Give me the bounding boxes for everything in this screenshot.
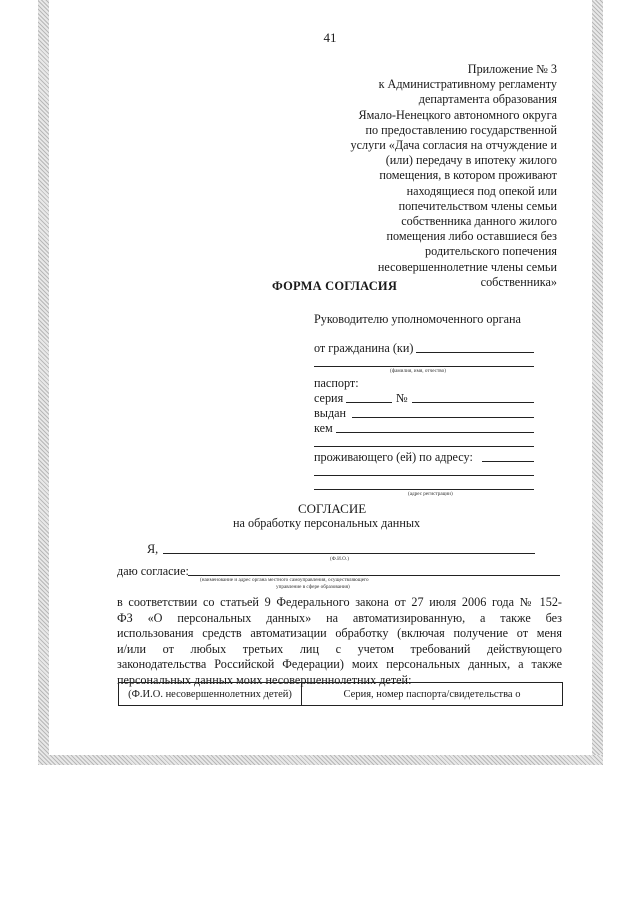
annex-line: Приложение № 3 bbox=[467, 62, 557, 76]
paragraph-line: использования средств автоматизации обработку (включая получение от меня bbox=[117, 626, 562, 640]
issued-field[interactable] bbox=[352, 417, 534, 418]
fio-caption: (Ф.И.О.) bbox=[330, 556, 349, 562]
scan-border-bottom bbox=[38, 755, 603, 765]
annex-line: к Административному регламенту bbox=[378, 77, 557, 92]
by-whom-field[interactable] bbox=[336, 432, 534, 433]
number-label: № bbox=[396, 391, 408, 405]
annex-line: несовершеннолетние члены семьи bbox=[377, 259, 557, 274]
annex-line: попечительством члены семьи bbox=[398, 198, 557, 213]
annex-line: помещения, в котором проживают bbox=[379, 168, 557, 183]
address-field[interactable] bbox=[482, 461, 534, 462]
from-label: от гражданина (ки) bbox=[314, 341, 414, 355]
annex-line: Ямало-Ненецкого автономного округа bbox=[358, 107, 557, 122]
annex-line: департамента образования bbox=[418, 92, 557, 107]
i-label: Я, bbox=[147, 542, 159, 556]
scan-border-right bbox=[592, 0, 603, 765]
from-caption: (фамилия, имя, отчество) bbox=[390, 368, 446, 374]
annex-line: помещения либо оставшиеся без bbox=[386, 229, 557, 244]
passport-label: паспорт: bbox=[314, 376, 359, 390]
consent-subheading: на обработку персональных данных bbox=[233, 516, 421, 530]
annex-line: находящиеся под опекой или bbox=[406, 183, 557, 198]
series-label: серия bbox=[314, 391, 344, 405]
residing-label: проживающего (ей) по адресу: bbox=[314, 450, 473, 464]
page-number: 41 bbox=[323, 30, 337, 45]
paragraph-line: и/или от любых третьих лиц с учетом требований действующего bbox=[117, 641, 562, 656]
by-whom-field-2[interactable] bbox=[314, 446, 534, 447]
annex-line: собственника» bbox=[480, 274, 557, 289]
organization-field[interactable] bbox=[188, 575, 560, 576]
consent-paragraph bbox=[117, 595, 562, 688]
consent-heading: СОГЛАСИЕ bbox=[298, 501, 367, 516]
issued-label: выдан bbox=[314, 406, 347, 420]
from-name-field-2[interactable] bbox=[314, 366, 534, 367]
annex-block bbox=[351, 62, 557, 290]
paragraph-line: в соответствии со статьей 9 Федерального закона от 27 июля 2006 года № 152- bbox=[117, 595, 562, 609]
series-field[interactable] bbox=[346, 402, 392, 403]
annex-line: (или) передачу в ипотеку жилого bbox=[385, 153, 557, 168]
table-header-cell: (Ф.И.О. несовершеннолетних детей) bbox=[119, 683, 302, 706]
org-caption-1: (наименование и адрес органа местного самоуправления, осуществляющего bbox=[200, 577, 369, 583]
annex-line: услуги «Дача согласия на отчуждение и bbox=[350, 138, 557, 153]
annex-line: родительского попечения bbox=[424, 244, 557, 259]
paragraph-line: законодательства Российской Федерации) моих персональных данных, а также bbox=[117, 657, 562, 671]
paragraph-line: ФЗ «О персональных данных» на автоматизированную, а также без bbox=[117, 610, 562, 625]
fio-field[interactable] bbox=[163, 553, 535, 554]
paragraph-line: персональных данных моих несовершеннолетних детей: bbox=[117, 672, 412, 687]
annex-line: по предоставлению государственной bbox=[365, 122, 557, 137]
address-field-2[interactable] bbox=[314, 475, 534, 476]
scan-border-left bbox=[38, 0, 49, 765]
from-name-field[interactable] bbox=[416, 352, 534, 353]
address-field-3[interactable] bbox=[314, 489, 534, 490]
form-title: ФОРМА СОГЛАСИЯ bbox=[272, 279, 398, 293]
number-field[interactable] bbox=[412, 402, 534, 403]
table-header-row bbox=[119, 683, 563, 706]
children-table bbox=[118, 682, 563, 706]
by-whom-label: кем bbox=[314, 421, 333, 435]
annex-line: собственника данного жилого bbox=[401, 214, 557, 229]
table-header-cell: Серия, номер паспорта/свидетельства о bbox=[302, 683, 563, 706]
address-caption: (адрес регистрации) bbox=[408, 491, 453, 497]
addressee-to: Руководителю уполномоченного органа bbox=[314, 312, 521, 326]
org-caption-2: управление в сфере образования) bbox=[276, 584, 350, 590]
give-consent-label: даю согласие: bbox=[117, 564, 189, 578]
